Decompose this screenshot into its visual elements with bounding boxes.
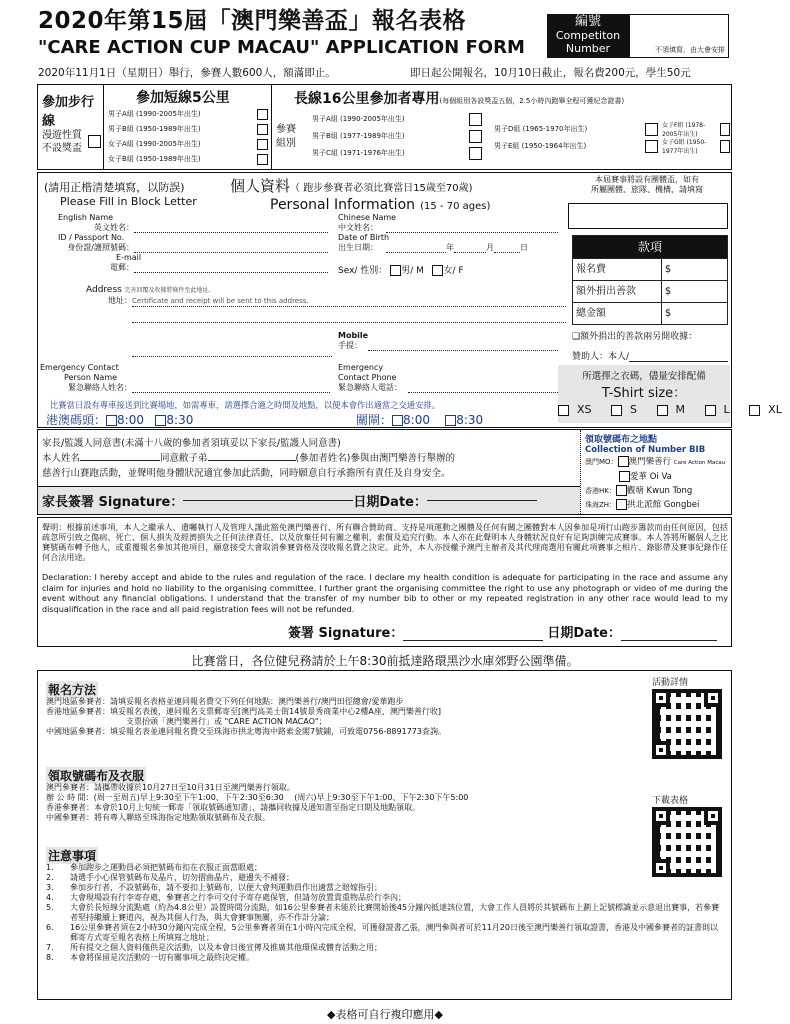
- long-note: (每個組別各設獎盃五個，2.5小時內跑畢全程可獲紀念證書): [439, 97, 625, 105]
- short-group-label: 女子A組 (1990-2005年出生): [108, 140, 201, 148]
- registration-info: 即日起公開報名，10月10日截止，報名費200元，學生50元: [410, 67, 691, 79]
- dob-day[interactable]: [494, 243, 520, 253]
- ferry-800-checkbox[interactable]: [106, 415, 117, 426]
- gate-830-checkbox[interactable]: [445, 415, 456, 426]
- walk-title: 參加步行線: [42, 95, 95, 129]
- email-label: E-mail: [116, 253, 142, 262]
- short-group-label: 男子B組 (1950-1989年出生): [108, 125, 201, 133]
- chinese-name-field[interactable]: [386, 223, 558, 233]
- participant-name-field[interactable]: [208, 460, 296, 461]
- long-checkbox[interactable]: [645, 140, 658, 153]
- female-checkbox[interactable]: [432, 265, 443, 276]
- long-group-label: 女子G組 (1950-1977年出生): [662, 138, 707, 155]
- bib-hk-checkbox[interactable]: [616, 485, 627, 496]
- event-selection: [37, 84, 732, 170]
- size-l-checkbox[interactable]: [705, 405, 716, 416]
- short-group-label: 女子B組 (1950-1989年出生): [108, 155, 201, 163]
- dob-label: Date of Birth: [338, 233, 390, 242]
- long-checkbox[interactable]: [645, 123, 658, 136]
- fees-table: 款項 報名費 $ 額外捐出善款 $ 總金額 $: [572, 235, 728, 325]
- ec-phone-field[interactable]: [408, 383, 558, 393]
- male-checkbox[interactable]: [390, 265, 401, 276]
- id-label: ID / Passport No.: [58, 233, 125, 242]
- long-checkbox[interactable]: [469, 147, 482, 160]
- ec-label: Emergency Contact: [40, 363, 119, 372]
- size-m-checkbox[interactable]: [657, 405, 668, 416]
- sponsor-field[interactable]: [629, 349, 728, 362]
- team-note: 本屆賽事將設有團體盃，如有 所屬團體、旅隊、機構，請填寫: [591, 175, 703, 194]
- sign-field[interactable]: [403, 640, 543, 641]
- sex-label: Sex/ 性別：: [338, 266, 388, 276]
- footer-note: ◆表格可自行複印應用◆: [327, 1008, 443, 1021]
- bus-note: 比賽當日設有專車接送到比賽場地，如需專車，請選擇合適之時間及地點，以便本會作出適當之交通安排。: [50, 400, 440, 410]
- long-group-label: 男子E組 (1950-1964年出生): [494, 142, 587, 150]
- fee-amount[interactable]: $: [664, 264, 672, 275]
- long-group-label: 男子A組 (1990-2005年出生): [312, 115, 405, 123]
- gate-options: 關閘： 8:00 8:30: [356, 413, 484, 427]
- long-checkbox[interactable]: [469, 130, 482, 143]
- size-s-checkbox[interactable]: [611, 405, 622, 416]
- gate-800-checkbox[interactable]: [392, 415, 403, 426]
- bib-macau-2-checkbox[interactable]: [619, 471, 630, 482]
- sign-label: 簽署 Signature：: [288, 626, 404, 641]
- size-xs-checkbox[interactable]: [558, 405, 569, 416]
- english-name-field[interactable]: [134, 223, 328, 233]
- donation-amount[interactable]: $: [664, 286, 672, 297]
- chinese-name-label: Chinese Name: [338, 213, 397, 222]
- form-title-en: "CARE ACTION CUP MACAU" APPLICATION FORM: [38, 37, 525, 58]
- mobile-field[interactable]: [368, 341, 558, 351]
- declaration-section: 聲明：根據前述事項，本人之繼承人、遺囑執行人及管理人謹此豁免澳門樂善行、所有聯合贊助商、支持是項運動之團體及任何有關之團體對本人因參加是項行山跑步籌款而由任何原因，包括疏忽所引致之傷病、死亡、個人損失及經濟損失之任何法律責任，以及放棄任何有關之權利，索償及追究行動。本人亦在此聲明本人身體狀況良好有足夠訓練完成賽事。本人答將所屬個人之比賽號碼布轉予他人，或重覆報名參加其他項目，願意接受大會取消參賽資格及沒收報名費之決定。此外，本人亦授權予澳門主辦者及其代理商選用有關此項賽事之相片、錄影帶及賽事紀錄作任何合法用途。 Declaration: I hereby accept and abide to the rules and regulation of the race. I declare my health condition is adequate for participating in the race and assume any claim for injuries and hold no liability to the organising committee. I further grant the organising committee the right to use any photograph or video of me during the event without any financial obligations. I understand that the transfer of my number bib to other or my repeated registration in any other race would lead to my disqualification in the race and all paid registration fees will not be refunded. 簽署 Signature： 日期Date：: [37, 517, 732, 647]
- team-input[interactable]: [568, 203, 728, 229]
- long-checkbox[interactable]: [469, 113, 482, 126]
- long-group-label: 男子D組 (1965-1970年出生): [494, 125, 588, 133]
- dob-year[interactable]: [386, 243, 446, 253]
- event-date-info: 2020年11月1日（星期日）舉行，參賽人數600人，額滿即止。: [38, 67, 336, 79]
- long-group-label: 男子C組 (1971-1976年出生): [312, 149, 405, 157]
- declaration-en: Declaration: I hereby accept and abide to the rules and regulation of the race. I declare my health condition is adequate for participating in the race and assume any claim for injuries and hold no liability to the organising committee. I further grant the organising committee the right to use any photograph or video of me during the event without any financial obligations. I understand that the transfer of my number bib to other or my repeated registration in any other race would lead to my disqualification in the race and all paid registration fees will not be refunded.: [42, 572, 728, 614]
- how-title: 報名方法: [48, 683, 97, 697]
- shirt-title: 所選擇之衣碼，儘量安排配備: [582, 371, 706, 382]
- id-field[interactable]: [134, 243, 328, 253]
- bib-title: 領取號碼布之地點: [585, 435, 658, 445]
- long-checkbox[interactable]: [720, 123, 730, 136]
- notes-list: 1. 參加跑步之運動員必須把號碼布扣在衣服正面當眼處； 2. 請選手小心保管號碼布及晶片，切勿摺曲晶片，避邊失不補發； 3. 參加步行者，不設號碼布，請不要扣上號碼布，以便大會判運動員作出適當之賠嫁指引； 4. 大會現場設有行李寄存處，參賽者之行李可交付予寄存處保管，但請勿放置貴重物品於行李內； 5. 大會於長短線分流點處（約為4.8公里）設置時間分流點，如16公里參賽者未能於比賽開始後45分鐘內抵達該位置，大會工作人員將於其號碼布上劃上記號標識並示意退出賽事，若參賽者堅持繼續上賽道內，視為其個人行為，與大會賽事無關，亦不作計分論； 6. 16公里參賽者須在2小時30分鐘內完成全程，5公里參賽者須在1小時內完成全程，可獲發證書乙張，澳門參與者可於11月20日後至澳門樂善行領取證書，香港及中國參賽者的証書則以郵寄方式寄至報名表格上所填寫之地址； 7. 所有提交之個人資料僅供是次活動，以及本會日後宣傳及推廣其他環保或體育活動之用； 8. 本會將保留是次活動的一切有關事項之最終決定權。: [46, 863, 720, 962]
- guardian-name-field[interactable]: [80, 460, 160, 461]
- address-label: Address: [86, 285, 122, 295]
- collect-title: 領取號碼布及衣服: [48, 769, 145, 783]
- personal-title-en: Personal Information (15 - 70 ages): [270, 197, 491, 213]
- short-title: 參加短線5公里: [136, 90, 230, 106]
- long-group-label: 男子B組 (1977-1989年出生): [312, 132, 405, 140]
- ferry-830-checkbox[interactable]: [155, 415, 166, 426]
- short-checkbox[interactable]: [257, 124, 268, 135]
- guardian-sign-label: 家長簽署 Signature：: [42, 495, 184, 510]
- date-field[interactable]: [621, 640, 717, 641]
- form-title: 2020年第15屆「澳門樂善盃」報名表格: [38, 8, 467, 34]
- short-checkbox[interactable]: [257, 109, 268, 120]
- number-field: 不須填寫，由大會安排: [629, 14, 729, 58]
- bib-macau-1-checkbox[interactable]: [618, 456, 629, 467]
- size-xl-checkbox[interactable]: [749, 405, 760, 416]
- dob-month[interactable]: [454, 243, 486, 253]
- short-group-label: 男子A組 (1990-2005年出生): [108, 110, 201, 118]
- notes-title: 注意事項: [48, 849, 97, 863]
- guardian-section: 家長/監護人同意書(未滿十八歲的參加者須填妥以下家長/監護人同意書) 本人姓名 同意敝子弟 (參加者姓名)參與由澳門樂善行舉辦的 慈善行山賽跑活動，並聲明他身體狀況適宜參加此活動，同時願意自行承擔所有責任及自身安全。 家長簽署 Signature： 日期Date： 領取號碼布之地點 Collection of Number BIB 澳門MO： 澳門樂善行 Care Action Macau 愛華 Oi Va 香港HK： 觀塘 Kwun Tong 珠海ZH： 拱北派館 Gongbei: [37, 429, 732, 515]
- bus-options: 港澳碼頭： 8:00 8:30: [46, 413, 194, 427]
- total-amount[interactable]: $: [664, 308, 672, 319]
- receipt-note: ❑額外捐出的善款兩另開收據：: [572, 332, 698, 342]
- long-group-label: 女子F組 (1978-2005年出生): [662, 121, 706, 138]
- qr2-label: 下載表格: [652, 796, 689, 806]
- bib-zh-checkbox[interactable]: [616, 499, 627, 510]
- qr1-label: 活動詳情: [652, 678, 689, 688]
- address-field-2[interactable]: [132, 307, 566, 323]
- walk-desc: 漫遊性質 不設獎盃: [42, 130, 82, 154]
- personal-info-section: (請用正楷清楚填寫，以防誤) Please Fill in Block Letter 個人資料（ 跑步參賽者必須比賽當日15歲至70歲) Personal Information (15 - 70 ages) 本屆賽事將設有團體盃，如有 所屬團體、旅隊、機構，請填寫 English Name 英文姓名： ID / Passport No. 身份證/護照號碼： E-mail 電郵： Address 完善回覆及收據將條件至此地址。 地址： Certificate and receipt will be sent to this address. Chinese Name 中文姓名： Date of Birth 出生日期： 年 月 日 Sex/ 性別： 男/ M 女/ F Mobile 手提： Emergency Contact Person Name 緊急聯絡人姓名： Emergency Contact Phone 緊急聯絡人電話： 比賽當日設有專車接送到比賽場地，如需專車，請選擇合適之時間及地點，以便本會作出適當之交通安排。 港澳碼頭： 8:00 8:30 關閘： 8:00 8:30 款項 報名費 $ 額外捐出善款 $ 總金額 $ ❑額外捐出的善款兩另開收據： 贊助人：本人/ 所選擇之衣碼，儘量安排配備 T-Shirt size： XS S M L XL: [37, 172, 732, 428]
- group-label: 參賽 組別: [276, 124, 296, 149]
- guardian-date-field[interactable]: [427, 500, 537, 501]
- email-field[interactable]: [134, 263, 328, 273]
- short-checkbox[interactable]: [257, 139, 268, 150]
- mobile-label: Mobile: [338, 331, 369, 340]
- long-title: 長線16公里參加者專用: [294, 91, 440, 107]
- long-checkbox[interactable]: [720, 140, 730, 153]
- guardian-sign-field[interactable]: [183, 500, 353, 501]
- personal-title: 個人資料（ 跑步參賽者必須比賽當日15歲至70歲): [230, 177, 473, 195]
- race-day-notice: 比賽當日，各位健兒務請於上午8:30前抵達路環黑沙水庫郊野公園準備。: [191, 654, 579, 668]
- short-checkbox[interactable]: [257, 154, 268, 165]
- address-field[interactable]: Certificate and receipt will be sent to this address.: [132, 296, 566, 307]
- number-label: 編號 Competiton Number: [547, 14, 629, 58]
- ec-name-field[interactable]: [132, 383, 330, 393]
- declaration-cn: 聲明：根據前述事項，本人之繼承人、遺囑執行人及管理人謹此豁免澳門樂善行、所有聯合贊助商、支持是項運動之團體及任何有關之團體對本人因參加是項行山跑步籌款而由任何原因，包括疏忽所引致之傷病、死亡、個人損失及經濟損失之任何法律責任，以及放棄任何有關之權利，索償及追究行動。本人亦在此聲明本人身體狀況良好有足夠訓練完成賽事。本人答將所屬個人之比賽號碼布轉予他人，或重覆報名參加其他項目，願意接受大會取消參賽資格及沒收報名費之決定。此外，本人亦授權予澳門主辦者及其代理商選用有關此項賽事之相片、錄影帶及賽事紀錄作任何合法用途。: [42, 522, 728, 562]
- block-letter-note: (請用正楷清楚填寫，以防誤) Please Fill in Block Letter: [44, 181, 197, 208]
- english-name-label: English Name: [58, 213, 114, 222]
- instructions-section: 報名方法 澳門地區參賽者： 請填妥報名表格並連同報名費交下列任何地點：澳門樂善行/澳門田徑總會/愛華跑步 香港地區參賽者： 填妥報名表後，連同報名支票郵寄至[澳門高美士街14號景秀商業中心2樓A座，澳門樂善行收] 支票抬頭「澳門樂善行」或 "CARE ACTION MACAO"； 中國地區參賽者： 填妥報名表並連同報名費交至珠海市拱北粵海中路索金閣7號鋪，可致電0756-8891773查詢。 活動詳情 領取號碼布及衣服 澳門參賽者： 請攜帶收據於10月27日至10月31日至澳門樂善行領取。 辦 公 時 間： (周一至周五)早上9:30至下午1:00、下午2:30至6:30 (周六)早上9:30至下午1:00、下午2:30下午5:00 香港參賽者： 本會於10月上旬統一郵寄「領取號碼通知書」，請攜同收據及通知書至指定日期及地點領取。 中國參賽者： 將有專人聯絡至珠海指定地點領取號碼布及衣服。 下載表格 注意事項 1. 參加跑步之運動員必須把號碼布扣在衣服正面當眼處； 2. 請選手小心保管號碼布及晶片，切勿摺曲晶片，避邊失不補發； 3. 參加步行者，不設號碼布，請不要扣上號碼布，以便大會判運動員作出適當之賠嫁指引； 4. 大會現場設有行李寄存處，參賽者之行李可交付予寄存處保管，但請勿放置貴重物品於行李內； 5. 大會於長短線分流點處（約為4.8公里）設置時間分流點，如16公里參賽者未能於比賽開始後45分鐘內抵達該位置，大會工作人員將於其號碼布上劃上記號標識並示意退出賽事，若參賽者堅持繼續上賽道內，視為其個人行為，與大會賽事無關，亦不作計分論； 6. 16公里參賽者須在2小時30分鐘內完成全程，5公里參賽者須在1小時內完成全程，可獲發證書乙張，澳門參與者可於11月20日後至澳門樂善行領取證書，香港及中國參賽者的証書則以郵寄方式寄至報名表格上所填寫之地址； 7. 所有提交之個人資料僅供是次活動，以及本會日後宣傳及推廣其他環保或體育活動之用； 8. 本會將保留是次活動的一切有關事項之最終決定權。: [37, 670, 732, 1000]
- walk-checkbox[interactable]: [88, 135, 101, 148]
